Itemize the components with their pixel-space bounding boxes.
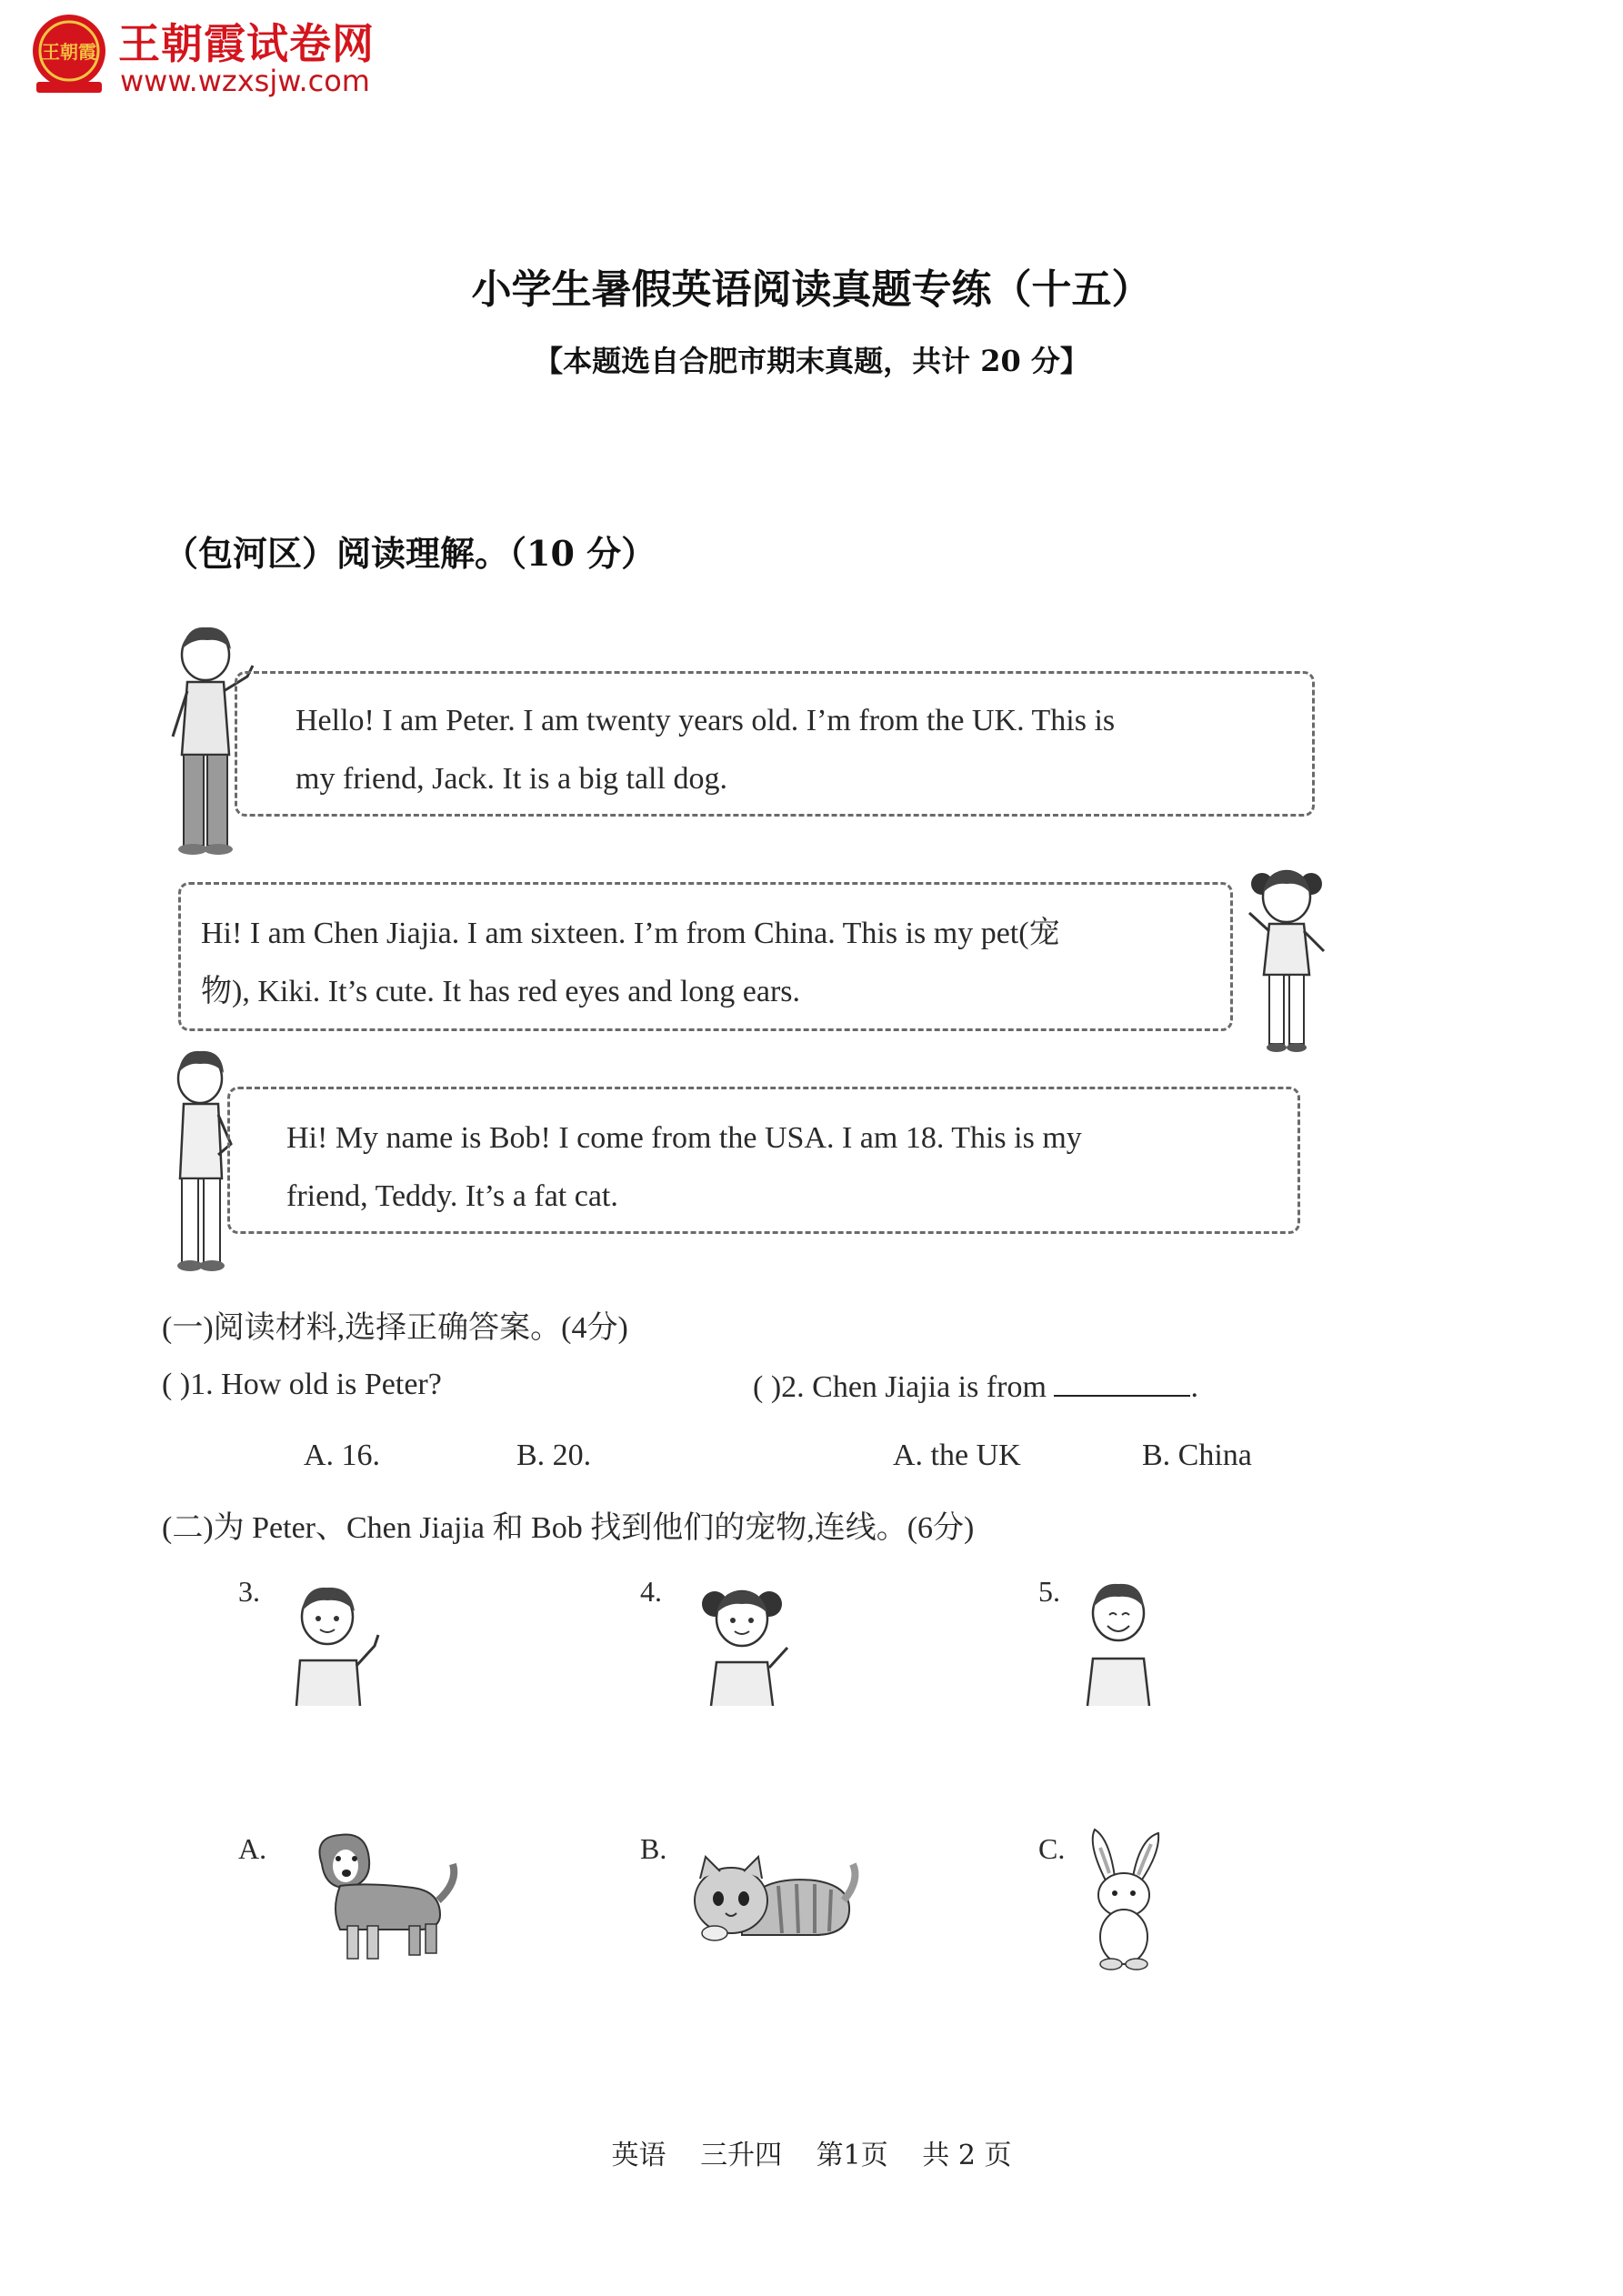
question-2: ( )2. Chen Jiajia is from . xyxy=(753,1368,1198,1405)
brand-url[interactable]: www.wzxsjw.com xyxy=(120,64,370,98)
brand-seal-logo xyxy=(27,11,111,95)
passage-peter xyxy=(235,671,1315,817)
question-1 xyxy=(162,1368,442,1402)
passage-chen-jiajia xyxy=(178,882,1233,1031)
passage-line: my friend, Jack. It is a big tall dog. xyxy=(296,762,727,796)
peter-portrait-icon[interactable] xyxy=(276,1579,386,1706)
page-subtitle: 【本题选自合肥市期末真题，共计 20 分】 xyxy=(534,344,1089,378)
question-2-option-b[interactable]: B. China xyxy=(1142,1439,1252,1472)
part1-instruction: (一)阅读材料,选择正确答案。(4分) xyxy=(162,1311,628,1345)
brand-name: 王朝霞试卷网 xyxy=(118,19,375,68)
passage-line: friend, Teddy. It’s a fat cat. xyxy=(286,1179,618,1213)
question-1-option-b[interactable]: B. 20. xyxy=(516,1439,592,1472)
chen-jiajia-girl-illustration xyxy=(1237,857,1337,1058)
passage-line: Hi! My name is Bob! I come from the USA. I am 18. This is my xyxy=(286,1121,1082,1155)
person-number-5: 5. xyxy=(1038,1575,1060,1608)
footer-grade: 三升四 xyxy=(700,2140,783,2171)
question-2-option-a[interactable]: A. the UK xyxy=(893,1439,1021,1472)
bob-portrait-icon[interactable] xyxy=(1078,1573,1160,1706)
page-footer xyxy=(0,2132,1623,2172)
question-2-stem: ( )2. Chen Jiajia is from xyxy=(753,1370,1047,1404)
section-heading: （包河区）阅读理解。（10 分） xyxy=(164,533,656,574)
passage-line: 物), Kiki. It’s cute. It has red eyes and long ears. xyxy=(201,975,801,1008)
dog-icon[interactable] xyxy=(304,1828,458,1964)
passage-bob xyxy=(227,1087,1300,1234)
page-title: 小学生暑假英语阅读真题专练（十五） xyxy=(471,266,1152,313)
part2-instruction: (二)为 Peter、Chen Jiajia 和 Bob 找到他们的宠物,连线。(6分) xyxy=(162,1511,975,1545)
footer-total: 共 2 页 xyxy=(922,2140,1012,2171)
pet-letter-a: A. xyxy=(238,1832,267,1865)
cat-icon[interactable] xyxy=(687,1844,860,1944)
footer-page: 第1页 xyxy=(816,2140,888,2171)
answer-blank[interactable] xyxy=(1054,1368,1190,1397)
pet-letter-b: B. xyxy=(640,1832,667,1865)
passage-line: Hi! I am Chen Jiajia. I am sixteen. I’m from China. This is my pet(宠 xyxy=(201,917,1060,950)
svg-text:王朝霞: 王朝霞 xyxy=(42,41,96,63)
passage-line: Hello! I am Peter. I am twenty years old. I’m from the UK. This is xyxy=(296,704,1116,737)
chen-jiajia-portrait-icon[interactable] xyxy=(689,1575,798,1706)
question-1-stem: ( )1. How old is Peter? xyxy=(162,1368,442,1401)
person-number-4: 4. xyxy=(640,1575,662,1608)
pet-letter-c: C. xyxy=(1038,1832,1066,1865)
rabbit-icon[interactable] xyxy=(1078,1826,1169,1971)
footer-subject: 英语 xyxy=(611,2140,666,2171)
question-1-option-a[interactable]: A. 16. xyxy=(304,1439,381,1472)
person-number-3: 3. xyxy=(238,1575,260,1608)
